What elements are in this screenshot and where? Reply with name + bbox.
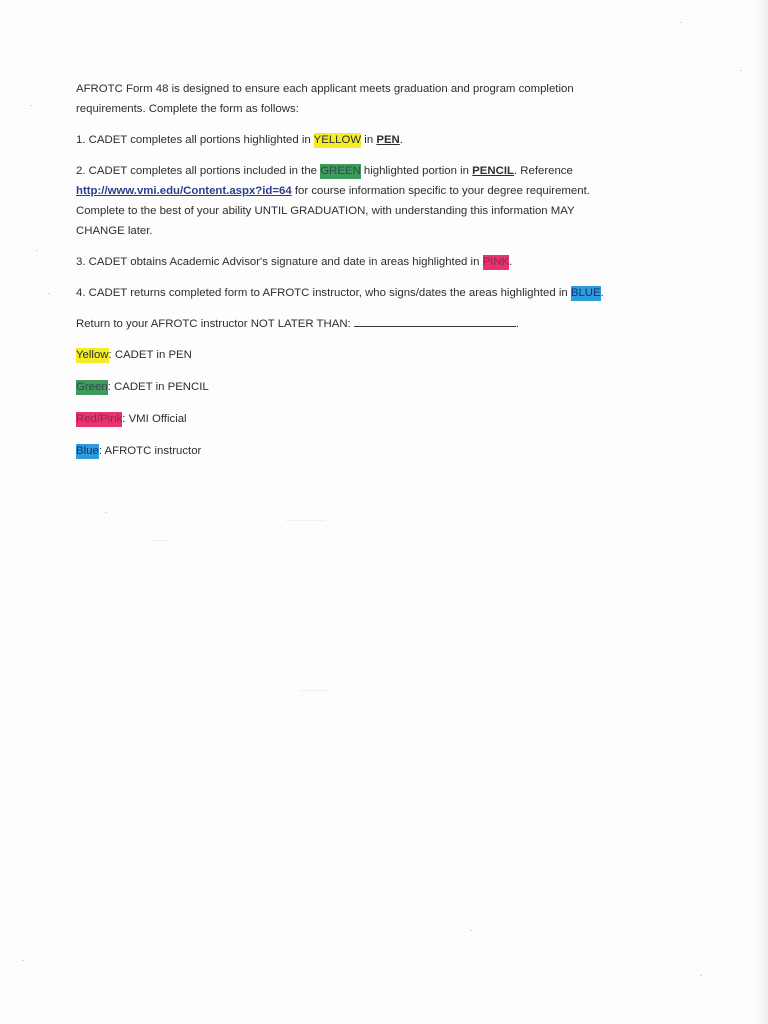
legend-blue-desc: : AFROTC instructor — [98, 445, 202, 457]
green-highlight: GREEN — [320, 165, 361, 177]
step-2-line-3: Complete to the best of your ability UNTIL GRADUATION, with understanding this information MAY — [76, 205, 575, 217]
legend-yellow-desc: : CADET in PEN — [108, 349, 192, 361]
yellow-highlight: YELLOW — [313, 134, 362, 146]
legend-green-desc: : CADET in PENCIL — [107, 381, 209, 393]
scan-speck — [680, 22, 682, 23]
step-3 — [76, 252, 656, 272]
legend-blue-key: Blue — [76, 445, 99, 457]
color-legend — [76, 345, 656, 461]
step-3-prefix: 3. CADET obtains Academic Advisor's signature and date in areas highlighted in — [76, 256, 483, 268]
legend-pink-desc: : VMI Official — [122, 413, 187, 425]
legend-pink-key: Red/Pink — [76, 413, 123, 425]
step-2 — [76, 161, 656, 241]
intro-paragraph — [76, 79, 656, 119]
scan-speck — [30, 105, 32, 106]
legend-yellow-key: Yellow — [76, 349, 109, 361]
scan-speck — [700, 975, 702, 976]
legend-blue — [76, 441, 656, 461]
step-1-prefix: 1. CADET completes all portions highlighted in — [76, 134, 314, 146]
scan-speck — [470, 930, 472, 931]
legend-pink — [76, 409, 656, 429]
scan-speck — [36, 250, 38, 251]
intro-line-1: AFROTC Form 48 is designed to ensure each applicant meets graduation and program completion — [76, 83, 574, 95]
instructions-body — [76, 79, 656, 473]
deadline-blank[interactable] — [354, 314, 516, 327]
legend-yellow — [76, 345, 656, 365]
deadline-suffix: . — [515, 318, 520, 330]
pink-highlight: PINK — [482, 256, 510, 268]
deadline-label: Return to your AFROTC instructor NOT LATER THAN: — [76, 318, 354, 330]
step-1-suffix: . — [399, 134, 403, 146]
step-1 — [76, 130, 656, 150]
vmi-content-link[interactable]: http://www.vmi.edu/Content.aspx?id=64 — [76, 185, 292, 197]
step-2-after-link: for course information specific to your degree requirement. — [291, 185, 590, 197]
page-edge-shadow — [754, 0, 768, 1024]
scan-speck — [740, 70, 742, 71]
intro-line-2: requirements. Complete the form as follows: — [76, 103, 299, 115]
scan-speck — [300, 690, 330, 691]
blue-highlight: BLUE — [570, 287, 601, 299]
scan-speck — [285, 520, 325, 521]
scan-speck — [105, 512, 107, 513]
step-1-middle: in — [361, 134, 377, 146]
deadline-line — [76, 314, 656, 334]
scan-speck — [22, 960, 24, 961]
step-4-suffix: . — [600, 287, 604, 299]
step-4-prefix: 4. CADET returns completed form to AFROTC instructor, who signs/dates the areas highlighted in — [76, 287, 571, 299]
step-4 — [76, 283, 656, 303]
legend-green-key: Green — [76, 381, 108, 393]
scan-speck — [150, 540, 168, 541]
step-2-line-4: CHANGE later. — [76, 225, 153, 237]
pen-underlined: PEN — [376, 134, 400, 146]
step-2-middle: highlighted portion in — [360, 165, 473, 177]
pencil-underlined: PENCIL — [472, 165, 514, 177]
legend-green — [76, 377, 656, 397]
step-2-prefix: 2. CADET completes all portions included in the — [76, 165, 321, 177]
step-3-suffix: . — [509, 256, 513, 268]
step-2-after: . Reference — [513, 165, 573, 177]
scan-speck — [48, 293, 50, 294]
